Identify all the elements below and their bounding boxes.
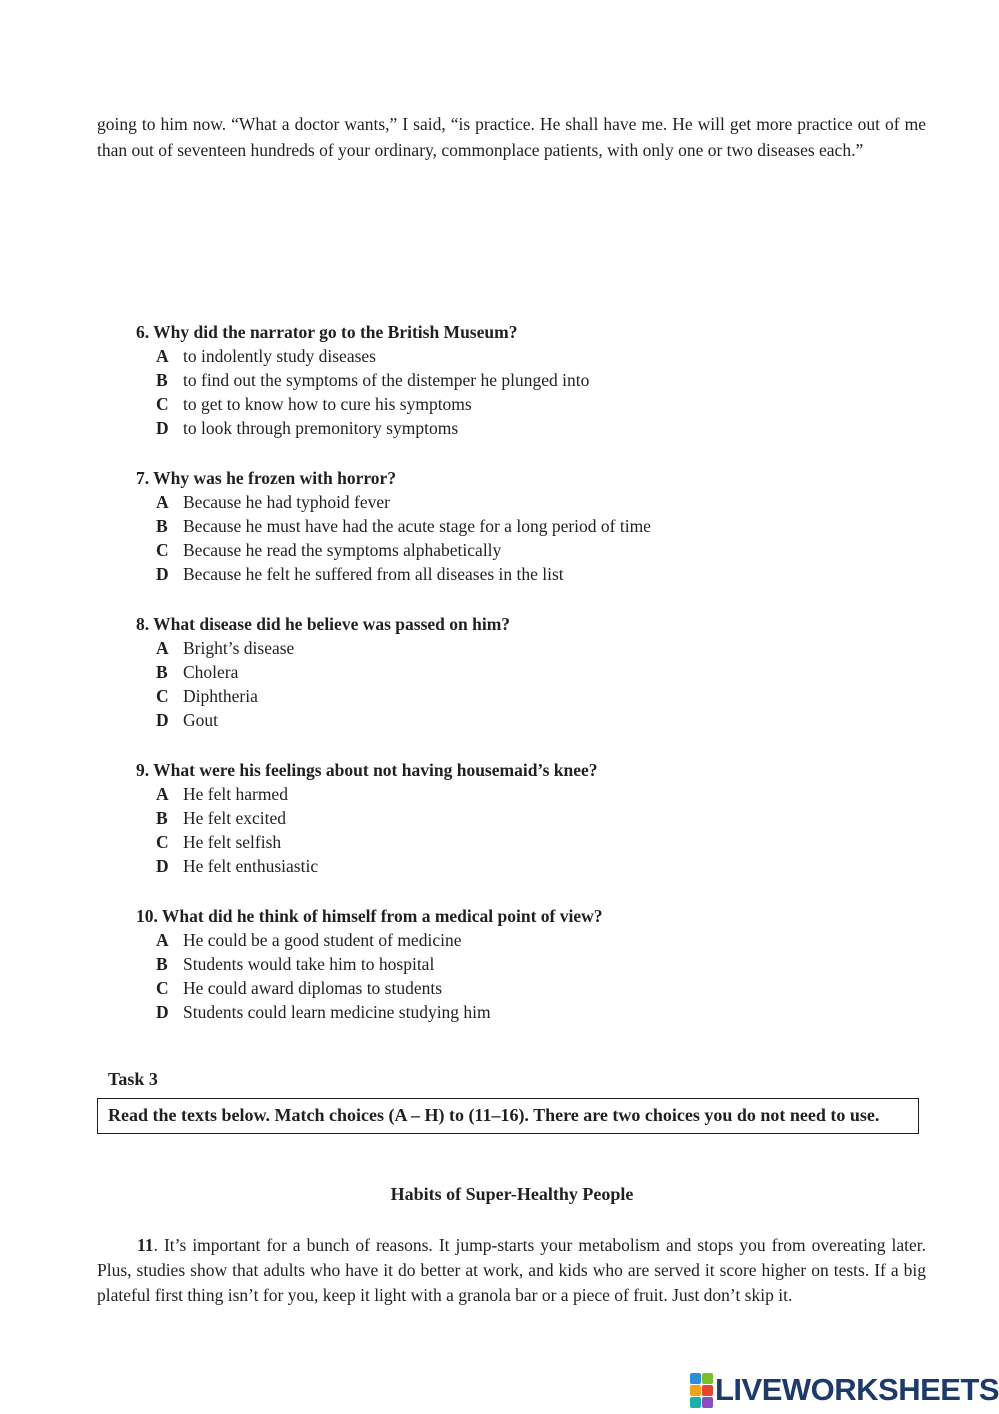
question-9 <box>136 758 836 878</box>
option-letter: A <box>156 784 169 804</box>
task-title: Task 3 <box>108 1069 158 1089</box>
answer-option[interactable] <box>136 976 836 1000</box>
option-letter: D <box>156 418 169 438</box>
logo-tile <box>690 1397 701 1408</box>
option-text: Because he had typhoid fever <box>183 492 391 512</box>
option-text: He felt harmed <box>183 784 288 804</box>
answer-option[interactable] <box>136 830 836 854</box>
answer-option[interactable] <box>136 928 836 952</box>
question-list <box>136 320 836 1050</box>
logo-tile <box>702 1397 713 1408</box>
liveworksheets-logo-icon <box>690 1373 713 1408</box>
answer-option[interactable] <box>136 708 836 732</box>
logo-text: LIVEWORKSHEETS <box>715 1372 999 1407</box>
option-text: Bright’s disease <box>183 638 295 658</box>
option-text: Gout <box>183 710 218 730</box>
option-text: Because he felt he suffered from all diseases in the list <box>183 564 564 584</box>
question-text: 6. Why did the narrator go to the British Museum? <box>136 322 518 342</box>
text-title: Habits of Super-Healthy People <box>390 1184 634 1204</box>
option-letter: B <box>156 370 168 390</box>
option-text: Students could learn medicine studying him <box>183 1002 491 1022</box>
question-6 <box>136 320 836 440</box>
logo-tile <box>702 1385 713 1396</box>
option-letter: D <box>156 1002 169 1022</box>
option-text: to indolently study diseases <box>183 346 376 366</box>
option-letter: B <box>156 516 168 536</box>
answer-option[interactable] <box>136 368 836 392</box>
question-text: 10. What did he think of himself from a medical point of view? <box>136 906 603 926</box>
option-letter: B <box>156 954 168 974</box>
option-text: Cholera <box>183 662 239 682</box>
logo-tile <box>690 1373 701 1384</box>
question-text: 9. What were his feelings about not having housemaid’s knee? <box>136 760 598 780</box>
option-text: He felt excited <box>183 808 287 828</box>
task-instruction-box: Read the texts below. Match choices (A – H) to (11–16). There are two choices you do not need to use. <box>97 1098 919 1134</box>
option-letter: A <box>156 930 169 950</box>
question-7 <box>136 466 836 586</box>
option-letter: C <box>156 394 169 414</box>
answer-option[interactable] <box>136 684 836 708</box>
answer-option[interactable] <box>136 538 836 562</box>
question-text: 8. What disease did he believe was passed on him? <box>136 614 511 634</box>
liveworksheets-logo <box>690 1371 999 1409</box>
option-letter: A <box>156 638 169 658</box>
option-text: Because he read the symptoms alphabetically <box>183 540 502 560</box>
answer-option[interactable] <box>136 806 836 830</box>
passage-text: . It’s important for a bunch of reasons. It jump-starts your metabolism and stops you from overeating later. Plus, studies show that adults who have it do better at work, and kids who are served it score higher on tests. If a big plateful first thing isn’t for you, keep it light with a granola bar or a piece of fruit. Just don’t skip it. <box>97 1235 926 1305</box>
question-text: 7. Why was he frozen with horror? <box>136 468 397 488</box>
logo-tile <box>690 1385 701 1396</box>
option-text: He felt selfish <box>183 832 282 852</box>
option-letter: C <box>156 686 169 706</box>
answer-option[interactable] <box>136 952 836 976</box>
option-text: to get to know how to cure his symptoms <box>183 394 472 414</box>
option-letter: C <box>156 978 169 998</box>
option-letter: B <box>156 662 168 682</box>
question-8 <box>136 612 836 732</box>
option-letter: A <box>156 346 169 366</box>
option-text: He could award diplomas to students <box>183 978 443 998</box>
answer-option[interactable] <box>136 854 836 878</box>
answer-option[interactable] <box>136 1000 836 1024</box>
option-letter: A <box>156 492 169 512</box>
answer-option[interactable] <box>136 344 836 368</box>
answer-option[interactable] <box>136 782 836 806</box>
option-text: to look through premonitory symptoms <box>183 418 459 438</box>
answer-option[interactable] <box>136 562 836 586</box>
logo-tile <box>702 1373 713 1384</box>
answer-option[interactable] <box>136 660 836 684</box>
option-letter: D <box>156 564 169 584</box>
answer-option[interactable] <box>136 392 836 416</box>
option-text: to find out the symptoms of the distemper he plunged into <box>183 370 590 390</box>
option-text: Because he must have had the acute stage for a long period of time <box>183 516 651 536</box>
question-10 <box>136 904 836 1024</box>
answer-option[interactable] <box>136 514 836 538</box>
answer-option[interactable] <box>136 416 836 440</box>
option-letter: B <box>156 808 168 828</box>
option-text: Diphtheria <box>183 686 258 706</box>
passage-number: 11 <box>137 1235 154 1255</box>
option-letter: C <box>156 540 169 560</box>
option-text: He felt enthusiastic <box>183 856 319 876</box>
option-letter: D <box>156 710 169 730</box>
option-letter: D <box>156 856 169 876</box>
option-text: Students would take him to hospital <box>183 954 435 974</box>
answer-option[interactable] <box>136 636 836 660</box>
intro-paragraph: going to him now. “What a doctor wants,” I said, “is practice. He shall have me. He will get more practice out of me than out of seventeen hundreds of your ordinary, commonplace patients, with only one or two diseases each.” <box>97 114 926 160</box>
answer-option[interactable] <box>136 490 836 514</box>
option-text: He could be a good student of medicine <box>183 930 462 950</box>
option-letter: C <box>156 832 169 852</box>
passage-11 <box>97 1233 926 1308</box>
